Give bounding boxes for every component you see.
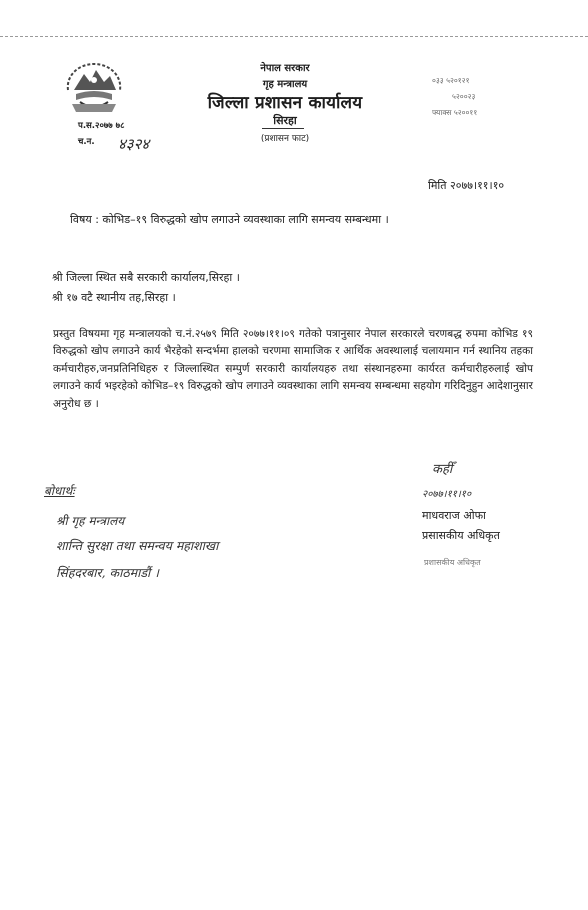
signature-date: २०७७।११।१० bbox=[422, 489, 472, 500]
cc-recipient: श्री गृह मन्त्रालय bbox=[56, 514, 125, 528]
signature: कहीँ bbox=[432, 462, 453, 477]
chalani-label: च.न. bbox=[78, 137, 95, 147]
district-underline bbox=[262, 128, 304, 129]
nepal-emblem-icon bbox=[62, 60, 126, 116]
subject-line: विषय : कोभिड–१९ विरुद्धको खोप लगाउने व्यवस्थाका लागि समन्वय सम्बन्धमा । bbox=[70, 213, 389, 226]
phone-number: ०३३ ५२०१२१ bbox=[432, 76, 470, 85]
letter-body: प्रस्तुत विषयमा गृह मन्त्रालयको च.नं.२५७९ मिति २०७७।११।०९ गतेको पत्रानुसार नेपाल सरकारले चरणबद्ध रुपमा कोभिड १९ विरुद्धको खोप लगाउने कार्य भैरहेको सन्दर्भमा हालको चरणमा सामाजिक र आर्थिक अवस्थालाई चलायमान गर्न स्थानिय तहका कर्मचारीहरु,जनप्रतिनिधिहरु र जिल्लास्थित सम्पुर्ण सरकारी कार्यालयहरु तथा संस्थानहरुमा कार्यरत कर्मचारीहरुलाई खोप लगाउने कार्य भइरहेको कोभिड–१९ विरुद्धको खोप लगाउने व्यवस्थाका लागि समन्वय सम्बन्धमा सहयोग गरिदिनुहुन आदेशानुसार अनुरोध छ । bbox=[53, 328, 533, 410]
addressee: श्री १७ वटै स्थानीय तह,सिरहा । bbox=[52, 291, 176, 304]
office-name: जिल्ला प्रशासन कार्यालय bbox=[207, 93, 363, 113]
cc-recipient: सिंहदरबार, काठमाडौं । bbox=[56, 565, 159, 580]
signer-title: प्रसासकीय अधिकृत bbox=[422, 529, 500, 542]
phone-number: ५२००२३ bbox=[452, 92, 476, 101]
district-name: सिरहा bbox=[273, 114, 297, 127]
signer-name: माधवराज ओफा bbox=[422, 509, 486, 522]
fax-number: फ्याक्स ५२००११ bbox=[432, 108, 478, 117]
cc-label: बोधार्थः bbox=[44, 484, 75, 498]
ministry-name: गृह मन्त्रालय bbox=[262, 79, 308, 90]
government-name: नेपाल सरकार bbox=[260, 63, 310, 74]
chalani-number: ४३२४ bbox=[118, 135, 150, 153]
top-divider bbox=[0, 36, 588, 37]
addressee: श्री जिल्ला स्थित सबै सरकारी कार्यालय,सिरहा । bbox=[52, 271, 240, 284]
official-stamp: प्रशासकीय अधिकृत bbox=[424, 558, 481, 567]
letter-date: मिति २०७७।११।१० bbox=[428, 179, 505, 192]
section-name: (प्रशासन फाट) bbox=[260, 134, 310, 144]
cc-recipient: शान्ति सुरक्षा तथा समन्वय महाशाखा bbox=[56, 538, 219, 553]
pasa-number: प.स.२०७७ ७८ bbox=[78, 121, 125, 131]
